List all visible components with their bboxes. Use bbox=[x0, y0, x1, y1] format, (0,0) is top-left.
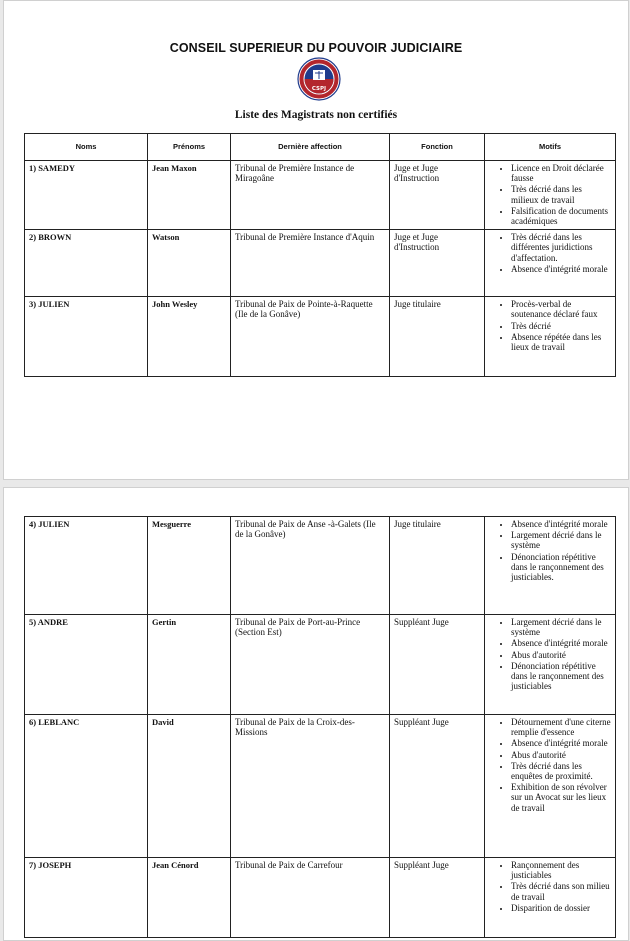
magistrate-last-name: 2) BROWN bbox=[25, 230, 148, 297]
last-assignment: Tribunal de Première Instance d'Aquin bbox=[231, 230, 390, 297]
magistrate-last-name: 5) ANDRE bbox=[25, 615, 148, 715]
last-assignment: Tribunal de Paix de Anse -à-Galets (Ile de la Gonâve) bbox=[231, 517, 390, 615]
motif-item: • Rançonnement des justiciables bbox=[511, 860, 611, 880]
magistrate-last-name: 4) JULIEN bbox=[25, 517, 148, 615]
motif-item: • Falsification de documents académiques bbox=[511, 206, 611, 226]
magistrates-table-part-1 bbox=[24, 133, 616, 377]
motif-item: • Très décrié dans les milieux de travail bbox=[511, 184, 611, 204]
motif-item: • Largement décrié dans le système bbox=[511, 617, 611, 637]
magistrate-first-name: Mesguerre bbox=[148, 517, 231, 615]
motifs-list bbox=[489, 860, 611, 913]
last-assignment: Tribunal de Première Instance de Miragoâne bbox=[231, 161, 390, 230]
motif-item: • Absence d'intégrité morale bbox=[511, 738, 611, 748]
motif-item: • Licence en Droit déclarée fausse bbox=[511, 163, 611, 183]
motifs-list bbox=[489, 617, 611, 691]
table-row bbox=[25, 715, 616, 858]
motifs-cell bbox=[485, 715, 616, 858]
magistrates-table-part-2 bbox=[24, 516, 616, 938]
motifs-cell bbox=[485, 517, 616, 615]
motif-item: • Détournement d'une citerne remplie d'essence bbox=[511, 717, 611, 737]
motif-item: • Absence d'intégrité morale bbox=[511, 638, 611, 648]
table-row bbox=[25, 615, 616, 715]
last-assignment: Tribunal de Paix de Port-au-Prince (Section Est) bbox=[231, 615, 390, 715]
list-title: Liste des Magistrats non certifiés bbox=[234, 109, 398, 121]
function: Suppléant Juge bbox=[390, 615, 485, 715]
header-noms: Noms bbox=[25, 134, 148, 161]
header-fonction: Fonction bbox=[390, 134, 485, 161]
document-title: CONSEIL SUPERIEUR DU POUVOIR JUDICIAIRE bbox=[169, 41, 463, 55]
cspj-seal-icon bbox=[297, 57, 341, 101]
motif-item: • Dénonciation répétitive dans le rançonnement des justiciables bbox=[511, 661, 611, 692]
table-row bbox=[25, 858, 616, 938]
magistrate-last-name: 7) JOSEPH bbox=[25, 858, 148, 938]
motifs-list bbox=[489, 299, 611, 352]
motif-item: • Abus d'autorité bbox=[511, 650, 611, 660]
motifs-cell bbox=[485, 297, 616, 377]
motifs-list bbox=[489, 232, 611, 274]
document-page-2 bbox=[3, 487, 629, 941]
motif-item: • Procès-verbal de soutenance déclaré faux bbox=[511, 299, 611, 319]
table-row bbox=[25, 297, 616, 377]
document-page-1 bbox=[3, 0, 629, 480]
table-row bbox=[25, 230, 616, 297]
motif-item: • Absence répétée dans les lieux de travail bbox=[511, 332, 611, 352]
last-assignment: Tribunal de Paix de Carrefour bbox=[231, 858, 390, 938]
last-assignment: Tribunal de Paix de Pointe-à-Raquette (Ile de la Gonâve) bbox=[231, 297, 390, 377]
last-assignment: Tribunal de Paix de la Croix-des-Missions bbox=[231, 715, 390, 858]
motifs-cell bbox=[485, 858, 616, 938]
motif-item: • Très décrié dans son milieu de travail bbox=[511, 881, 611, 901]
motif-item: • Très décrié dans les différentes juridictions d'affectation. bbox=[511, 232, 611, 263]
motif-item: • Exhibition de son révolver sur un Avocat sur les lieux de travail bbox=[511, 782, 611, 813]
function: Juge et Juge d'Instruction bbox=[390, 230, 485, 297]
motif-item: • Abus d'autorité bbox=[511, 750, 611, 760]
magistrate-first-name: Jean Maxon bbox=[148, 161, 231, 230]
motifs-list bbox=[489, 717, 611, 813]
motif-item: • Dénonciation répétitive dans le rançonnement des justiciables. bbox=[511, 552, 611, 583]
motif-item: • Absence d'intégrité morale bbox=[511, 519, 611, 529]
motif-item: • Absence d'intégrité morale bbox=[511, 264, 611, 274]
motif-item: • Très décrié dans les enquêtes de proximité. bbox=[511, 761, 611, 781]
motifs-cell bbox=[485, 161, 616, 230]
magistrate-first-name: David bbox=[148, 715, 231, 858]
function: Juge titulaire bbox=[390, 297, 485, 377]
function: Juge titulaire bbox=[390, 517, 485, 615]
motifs-cell bbox=[485, 230, 616, 297]
svg-text:CSPJ: CSPJ bbox=[311, 86, 327, 92]
table-row bbox=[25, 517, 616, 615]
motifs-cell bbox=[485, 615, 616, 715]
magistrate-last-name: 6) LEBLANC bbox=[25, 715, 148, 858]
function: Juge et Juge d'Instruction bbox=[390, 161, 485, 230]
magistrate-first-name: Watson bbox=[148, 230, 231, 297]
magistrate-first-name: Jean Cénord bbox=[148, 858, 231, 938]
motifs-list bbox=[489, 519, 611, 582]
motif-item: • Très décrié bbox=[511, 321, 611, 331]
magistrate-last-name: 1) SAMEDY bbox=[25, 161, 148, 230]
magistrate-first-name: John Wesley bbox=[148, 297, 231, 377]
motifs-list bbox=[489, 163, 611, 226]
motif-item: • Disparition de dossier bbox=[511, 903, 611, 913]
magistrate-last-name: 3) JULIEN bbox=[25, 297, 148, 377]
header-prenoms: Prénoms bbox=[148, 134, 231, 161]
header-derniere-affection: Dernière affection bbox=[231, 134, 390, 161]
function: Suppléant Juge bbox=[390, 715, 485, 858]
table-header-row bbox=[25, 134, 616, 161]
magistrate-first-name: Gertin bbox=[148, 615, 231, 715]
function: Suppléant Juge bbox=[390, 858, 485, 938]
motif-item: • Largement décrié dans le système bbox=[511, 530, 611, 550]
table-row bbox=[25, 161, 616, 230]
header-motifs: Motifs bbox=[485, 134, 616, 161]
